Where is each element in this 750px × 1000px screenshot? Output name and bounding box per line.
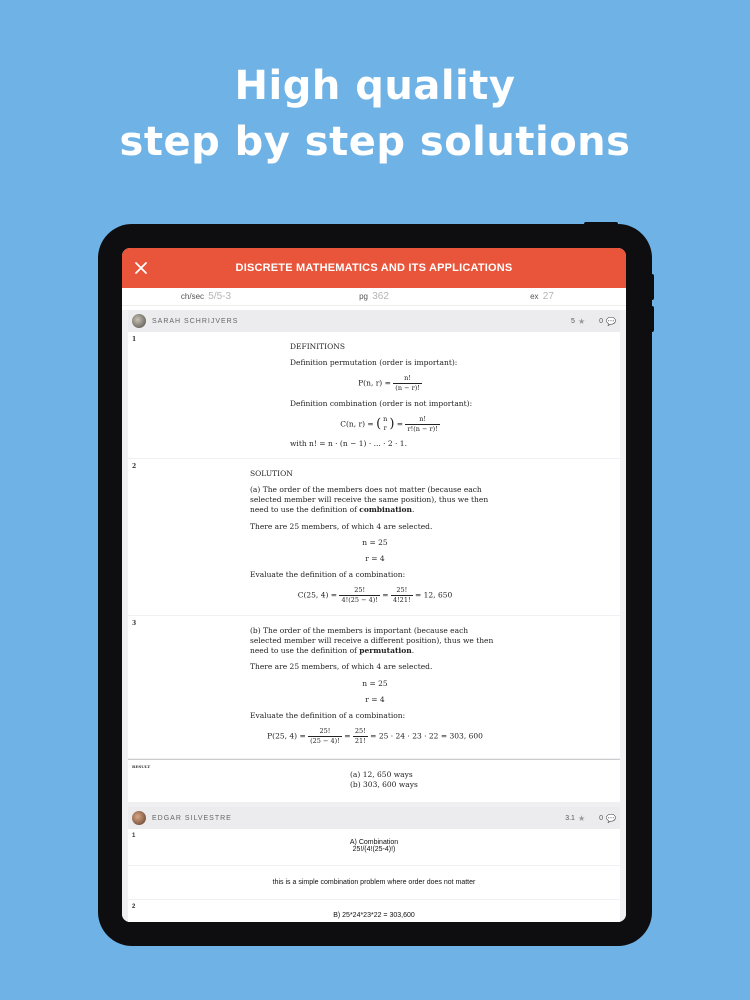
definition-combination: Definition combination (order is not important):: [290, 398, 473, 408]
chsec-value: 5/5-3: [208, 291, 232, 302]
solution-step: [128, 900, 620, 922]
combination-evaluation: C(25, 4) = $\frac{25!}{4!(25 - 4)!}$ = $\frac{25!}{4!21!}$ = 12, 650: [297, 586, 453, 604]
members-text: There are 25 members, of which 4 are selected.: [250, 521, 433, 531]
r-value: r = 4: [365, 694, 385, 704]
app-screen: [122, 248, 626, 922]
binomial-close: ): [389, 416, 395, 432]
denominator: r!(n − r)!: [407, 424, 438, 433]
step-number: 2: [132, 463, 137, 470]
solutions-list[interactable]: [122, 310, 626, 922]
n-value: n = 25: [362, 678, 388, 688]
meta-page[interactable]: [290, 291, 458, 302]
comment-icon: 💬: [606, 813, 616, 823]
denominator: 4!(25 − 4)!: [341, 595, 378, 604]
step-heading: SOLUTION: [250, 469, 293, 478]
denominator: 4!21!: [392, 595, 411, 604]
n-value: n = 25: [362, 537, 388, 547]
fraction: [393, 374, 422, 393]
numerator: 25!: [339, 586, 379, 596]
meta-exercise[interactable]: [458, 291, 626, 302]
comments-count: 0: [599, 814, 604, 822]
combination-formula: [290, 415, 490, 434]
denominator: 21!: [354, 736, 366, 745]
comment-icon: 💬: [606, 316, 616, 326]
binomial-bottom: r: [383, 424, 387, 433]
headline-line1: High quality: [234, 63, 516, 109]
bold-term: permutation: [359, 646, 412, 656]
book-title: DISCRETE MATHEMATICS AND ITS APPLICATIONS: [235, 262, 513, 274]
step-number: 3: [132, 620, 137, 627]
paragraph-text: (b) The order of the members is important (because each selected member will receive a different position), thus we then need to use the definition of: [250, 626, 494, 656]
numerator: n!: [405, 415, 439, 425]
result-value: = 12, 650: [414, 590, 453, 600]
result-line-b: (b) 303, 600 ways: [350, 780, 418, 790]
solution-step: [128, 616, 620, 758]
headline: [0, 58, 750, 170]
rating[interactable]: [571, 317, 585, 326]
step-line: A) Combination: [349, 839, 399, 846]
step-heading: DEFINITIONS: [290, 342, 345, 351]
evaluate-text: Evaluate the definition of a combination:: [250, 569, 406, 579]
divider: [128, 865, 620, 866]
solution-author-row[interactable]: [128, 310, 620, 332]
ex-value: 27: [542, 291, 554, 302]
comments[interactable]: [599, 317, 616, 326]
step-line: this is a simple combination problem where order does not matter: [272, 879, 476, 886]
bold-term: combination: [359, 505, 412, 515]
rating-value: 3.1: [565, 814, 575, 822]
fraction: [308, 727, 342, 746]
step-paragraph: (b) The order of the members is important (because each selected member will receive a different position), thus we then need to use the definition of permutation.: [250, 626, 494, 656]
numerator: 25!: [308, 727, 342, 737]
formula-left: C(n, r) =: [340, 419, 374, 429]
equals: =: [396, 419, 404, 429]
step-line: 25!/(4!(25-4)!): [352, 846, 396, 853]
step-line: B) 25*24*23*22 = 303,600: [333, 912, 415, 919]
fraction: [353, 727, 368, 746]
pg-value: 362: [372, 291, 389, 302]
denominator: (n − r)!: [395, 384, 420, 393]
comments[interactable]: [599, 814, 616, 823]
numerator: 25!: [391, 586, 413, 596]
author-name: SARAH SCHRIJVERS: [152, 317, 239, 325]
formula-left: P(25, 4) =: [267, 731, 306, 741]
factorial-definition: with n! = n · (n − 1) · ... · 2 · 1.: [290, 439, 407, 449]
headline-line2: step by step solutions: [119, 119, 631, 165]
avatar: [132, 811, 146, 825]
numerator: n!: [393, 374, 422, 384]
solution-author-row[interactable]: [128, 807, 620, 829]
meta-chapter-section[interactable]: [122, 291, 290, 302]
tablet-top-button: [584, 222, 618, 226]
rating-value: 5: [571, 317, 575, 325]
avatar: [132, 314, 146, 328]
result-line-a: (a) 12, 650 ways: [350, 770, 413, 779]
chsec-label: ch/sec: [180, 292, 205, 301]
result-card: [128, 759, 620, 802]
star-icon: ★: [577, 813, 586, 823]
r-value: r = 4: [365, 553, 385, 563]
numerator: 25!: [354, 726, 366, 735]
permutation-formula: [290, 374, 490, 393]
solution-step: [128, 829, 620, 899]
result-value: = 25 · 24 · 23 · 22 = 303, 600: [370, 731, 483, 741]
formula-left: C(25, 4) =: [297, 590, 338, 600]
step-number: 1: [132, 336, 137, 343]
denominator: (25 − 4)!: [310, 736, 340, 745]
problem-meta: [122, 288, 626, 306]
fraction: [339, 586, 379, 605]
ex-label: ex: [530, 292, 539, 301]
author-name: EDGAR SILVESTRE: [152, 814, 232, 822]
permutation-evaluation: P(25, 4) = $\frac{25!}{(25 - 4)!}$ = $\frac{25!}{21!}$ = 25 · 24 · 23 · 22 = 303, 600: [267, 726, 483, 745]
binomial-top: n: [383, 415, 388, 424]
tablet-volume-down: [650, 306, 654, 332]
tablet-volume-up: [650, 274, 654, 300]
step-number: 1: [132, 833, 136, 839]
definition-permutation: Definition permutation (order is important):: [290, 358, 458, 368]
fraction: [405, 415, 439, 434]
close-icon[interactable]: [131, 258, 151, 278]
result-label: RESULT: [132, 764, 151, 769]
binomial-open: (: [376, 416, 382, 432]
solution-step: [128, 332, 620, 458]
formula-left: P(n, r) =: [358, 378, 391, 388]
step-number: 2: [132, 904, 136, 910]
app-header: [122, 248, 626, 288]
members-text: There are 25 members, of which 4 are selected.: [250, 662, 433, 672]
pg-label: pg: [359, 292, 368, 301]
rating[interactable]: [565, 814, 585, 823]
comments-count: 0: [599, 317, 604, 325]
paragraph-text: (a) The order of the members does not matter (because each selected member will receive the same position), thus we then need to use the definition of: [250, 485, 489, 515]
star-icon: ★: [577, 316, 586, 326]
solution-step: [128, 459, 620, 615]
evaluate-text: Evaluate the definition of a combination:: [250, 710, 406, 720]
fraction: [391, 586, 413, 605]
step-paragraph: (a) The order of the members does not matter (because each selected member will receive the same position), thus we then need to use the definition of combination.: [250, 485, 489, 515]
